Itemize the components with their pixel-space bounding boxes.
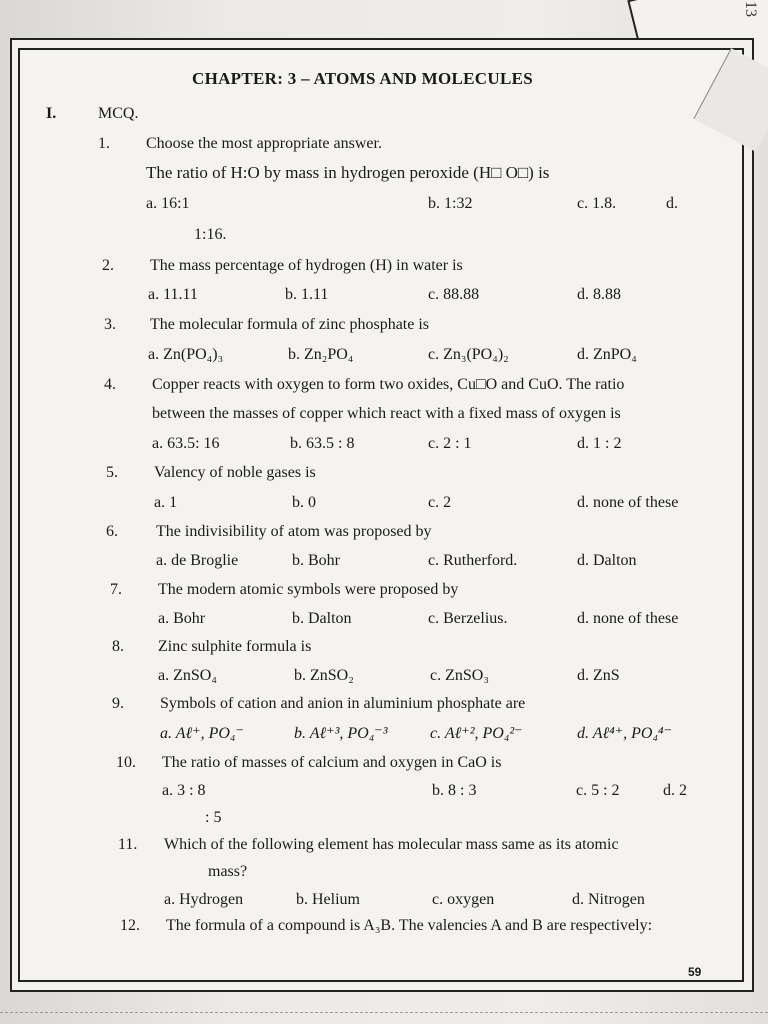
option-c: c. Berzelius.	[428, 610, 508, 627]
option-d: d. 2	[663, 782, 687, 799]
option-a: a. Bohr	[158, 610, 206, 627]
question-number: 12.	[120, 917, 140, 934]
option-a: a. 1	[154, 494, 178, 511]
option-d: d. Nitrogen	[572, 891, 645, 908]
option-c: c. 2	[428, 494, 452, 511]
question-text: Symbols of cation and anion in aluminium phosphate are	[160, 695, 526, 712]
question-number: 6.	[106, 523, 118, 540]
option-d: d. ZnPO₄	[577, 346, 637, 363]
option-c: c. Zn₃(PO₄)₂	[428, 346, 509, 363]
question-number: 9.	[112, 695, 124, 712]
question-number: 10.	[116, 754, 136, 771]
option-c: c. 2 : 1	[428, 435, 472, 452]
option-b: b. Bohr	[292, 552, 340, 569]
question-text: Valency of noble gases is	[154, 464, 316, 481]
question-text: The ratio of H:O by mass in hydrogen peroxide (H□ O□) is	[146, 163, 550, 182]
question-text: mass?	[208, 863, 248, 880]
option-c: c. oxygen	[432, 891, 495, 908]
question-number: 4.	[104, 376, 116, 393]
option-d: d.	[666, 195, 678, 212]
option-a: a. Aℓ⁺, PO₄⁻	[160, 725, 244, 742]
option-b: b. ZnSO₂	[294, 667, 354, 684]
question-number: 5.	[106, 464, 118, 481]
question-text: Choose the most appropriate answer.	[146, 135, 382, 152]
option-b: b. 1:32	[428, 195, 473, 212]
question-number: 2.	[102, 257, 114, 274]
option-d: d. Aℓ⁴⁺, PO₄⁴⁻	[577, 725, 673, 742]
option-c: c. ZnSO₃	[430, 667, 489, 684]
option-b: b. Zn₂PO₄	[288, 346, 354, 363]
option-b: b. 1.11	[285, 286, 329, 303]
question-text: The mass percentage of hydrogen (H) in water is	[150, 257, 463, 274]
corner-page-number: 13	[742, 1, 759, 17]
question-text: between the masses of copper which react with a fixed mass of oxygen is	[152, 405, 621, 422]
question-number: 11.	[118, 836, 138, 853]
question-number: 1.	[98, 135, 110, 152]
option-b: b. 0	[292, 494, 316, 511]
option-b: b. 63.5 : 8	[290, 435, 355, 452]
option-c: c. Rutherford.	[428, 552, 518, 569]
option-b: b. Dalton	[292, 610, 352, 627]
question-number: 3.	[104, 316, 116, 333]
option-c: c. Aℓ⁺², PO₄²⁻	[430, 725, 523, 742]
question-number: 8.	[112, 638, 124, 655]
option-a: a. 3 : 8	[162, 782, 206, 799]
option-d: d. 1 : 2	[577, 435, 622, 452]
question-text: The formula of a compound is A₃B. The valencies A and B are respectively:	[166, 917, 653, 934]
question-text: The indivisibility of atom was proposed by	[156, 523, 432, 540]
section-label: MCQ.	[98, 105, 139, 122]
question-text: Copper reacts with oxygen to form two oxides, Cu□O and CuO. The ratio	[152, 376, 625, 393]
option-a: a. Zn(PO₄)₃	[148, 346, 224, 363]
question-text: The modern atomic symbols were proposed by	[158, 581, 459, 598]
option-c: c. 1.8.	[577, 195, 617, 212]
question-text: The ratio of masses of calcium and oxygen in CaO is	[162, 754, 502, 771]
option-d: d. ZnS	[577, 667, 620, 684]
option-d: d. none of these	[577, 610, 679, 627]
option-d: d. none of these	[577, 494, 679, 511]
question-text: Zinc sulphite formula is	[158, 638, 312, 655]
question-number: 7.	[110, 581, 122, 598]
option-d-continued: 1:16.	[194, 226, 227, 243]
question-text: The molecular formula of zinc phosphate is	[150, 316, 430, 333]
option-c: c. 88.88	[428, 286, 480, 303]
option-a: a. 11.11	[148, 286, 198, 303]
chapter-title: CHAPTER: 3 – ATOMS AND MOLECULES	[192, 69, 533, 88]
page-number: 59	[688, 965, 702, 979]
question-text: Which of the following element has molecular mass same as its atomic	[164, 836, 619, 853]
option-d: d. Dalton	[577, 552, 637, 569]
option-a: a. 63.5: 16	[152, 435, 220, 452]
option-b: b. 8 : 3	[432, 782, 477, 799]
option-d: d. 8.88	[577, 286, 621, 303]
option-a: a. ZnSO₄	[158, 667, 217, 684]
section-number: I.	[46, 105, 57, 122]
option-a: a. de Broglie	[156, 552, 239, 569]
option-d-continued: : 5	[205, 809, 222, 826]
option-a: a. 16:1	[146, 195, 190, 212]
option-c: c. 5 : 2	[576, 782, 620, 799]
option-b: b. Aℓ⁺³, PO₄⁻³	[294, 725, 388, 742]
option-b: b. Helium	[296, 891, 360, 908]
option-a: a. Hydrogen	[164, 891, 244, 908]
